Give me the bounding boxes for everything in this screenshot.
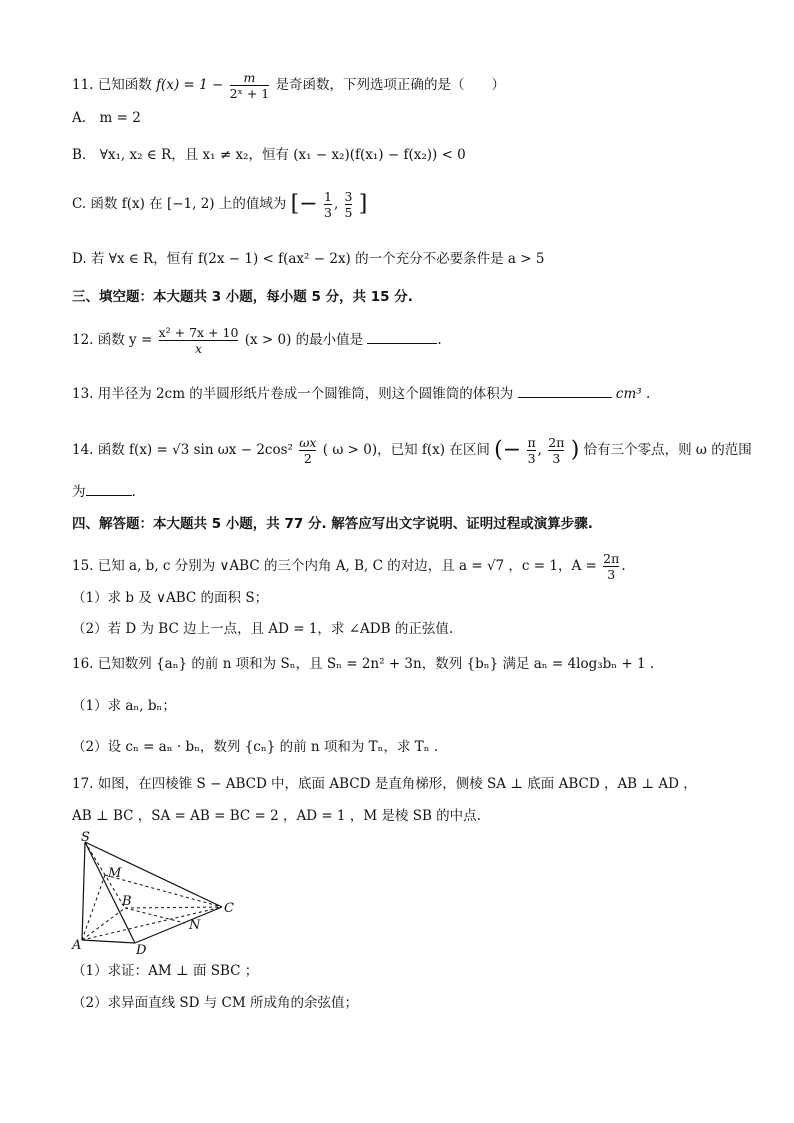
pyramid-figure — [70, 828, 240, 958]
q15-part1: （1）求 b 及 ∨ABC 的面积 S； — [72, 590, 269, 606]
q11-fraction: $\frac{m}{\text{2ˣ + 1}}$ — [229, 70, 270, 101]
q14: 14. 函数 f(x) = √3 sin ωx − 2cos² $\frac{\omega x}{2}$ ( ω > 0)，已知 f(x) 在区间 (− $\frac{\pi}{3}$ , $\frac{2\pi}{3}$ ) 恰有三个零点，则 ω 的范围 — [72, 435, 752, 466]
line-BN — [125, 908, 185, 923]
label-C: C — [224, 901, 234, 916]
edge-AD — [82, 940, 135, 943]
edge-SD — [85, 842, 135, 943]
q12-answer-blank[interactable] — [367, 331, 437, 344]
label-S: S — [81, 830, 90, 845]
q16-part2: （2）设 cₙ = aₙ · bₙ，数列 {cₙ} 的前 n 项和为 Tₙ，求 Tₙ . — [72, 739, 439, 755]
q15: 15. 已知 a, b, c 分别为 ∨ABC 的三个内角 A, B, C 的对边，且 a = √7 ，c = 1，A = $\frac{2\pi}{3}$ . — [72, 551, 626, 582]
q16-part1: （1）求 aₙ, bₙ； — [72, 698, 176, 714]
edge-SA — [82, 842, 85, 940]
q17: 17. 如图，在四棱锥 S − ABCD 中，底面 ABCD 是直角梯形，侧棱 SA ⊥ 底面 ABCD ，AB ⊥ AD ， — [72, 776, 697, 792]
edge-DC — [135, 907, 222, 943]
q17-line2: AB ⊥ BC ，SA = AB = BC = 2 ，AD = 1 ，M 是棱 SB 的中点. — [72, 808, 481, 824]
q17-part2: （2）求异面直线 SD 与 CM 所成角的余弦值； — [72, 995, 358, 1011]
q15-part2: （2）若 D 为 BC 边上一点，且 AD = 1，求 ∠ADB 的正弦值. — [72, 621, 454, 637]
q17-part1: （1）求证：AM ⊥ 面 SBC ； — [72, 963, 259, 979]
q13-answer-blank[interactable] — [518, 385, 612, 398]
label-A: A — [72, 938, 82, 953]
q11-option-b: B. ∀x₁, x₂ ∈ R，且 x₁ ≠ x₂，恒有 (x₁ − x₂)(f(x₁) − f(x₂)) < 0 — [72, 147, 466, 163]
q11-stem: 11. 已知函数 f(x) = 1 − $\frac{m}{\text{2ˣ + 1}}$ 是奇函数，下列选项正确的是（ ） — [72, 70, 506, 101]
q11-option-c: C. 函数 f(x) 在 [−1, 2) 上的值域为 [− $\frac{1}{3}$ , $\frac{3}{5}$ ] — [72, 189, 368, 220]
edge-SC — [85, 842, 222, 907]
line-AC — [82, 907, 222, 940]
section-4-heading: 四、解答题：本大题共 5 小题，共 77 分. 解答应写出文字说明、证明过程或演算步骤. — [72, 516, 593, 532]
label-D: D — [136, 943, 147, 958]
edge-BC — [125, 907, 222, 908]
line-AM — [82, 875, 105, 940]
q12: 12. 函数 y = $\frac{\text{x² + 7x + 10}}{x}$ (x > 0) 的最小值是 . — [72, 325, 442, 356]
q11-function: f(x) = 1 − — [156, 77, 224, 93]
edge-AB — [82, 908, 125, 940]
q14-answer-blank[interactable] — [86, 483, 132, 496]
q16: 16. 已知数列 {aₙ} 的前 n 项和为 Sₙ，且 Sₙ = 2n² + 3n，数列 {bₙ} 满足 aₙ = 4log₃bₙ + 1 . — [72, 656, 655, 672]
label-B: B — [122, 894, 132, 909]
q14-line2: 为 . — [72, 484, 136, 500]
q11-option-a: A. m = 2 — [72, 110, 141, 126]
q11-option-d: D. 若 ∀x ∈ R，恒有 f(2x − 1) < f(ax² − 2x) 的一个充分不必要条件是 a > 5 — [72, 251, 545, 267]
section-3-heading: 三、填空题：本大题共 3 小题，每小题 5 分，共 15 分. — [72, 289, 413, 305]
q13: 13. 用半径为 2cm 的半圆形纸片卷成一个圆锥筒，则这个圆锥筒的体积为 cm³ . — [72, 386, 651, 402]
label-N: N — [189, 918, 201, 933]
label-M: M — [108, 866, 122, 881]
